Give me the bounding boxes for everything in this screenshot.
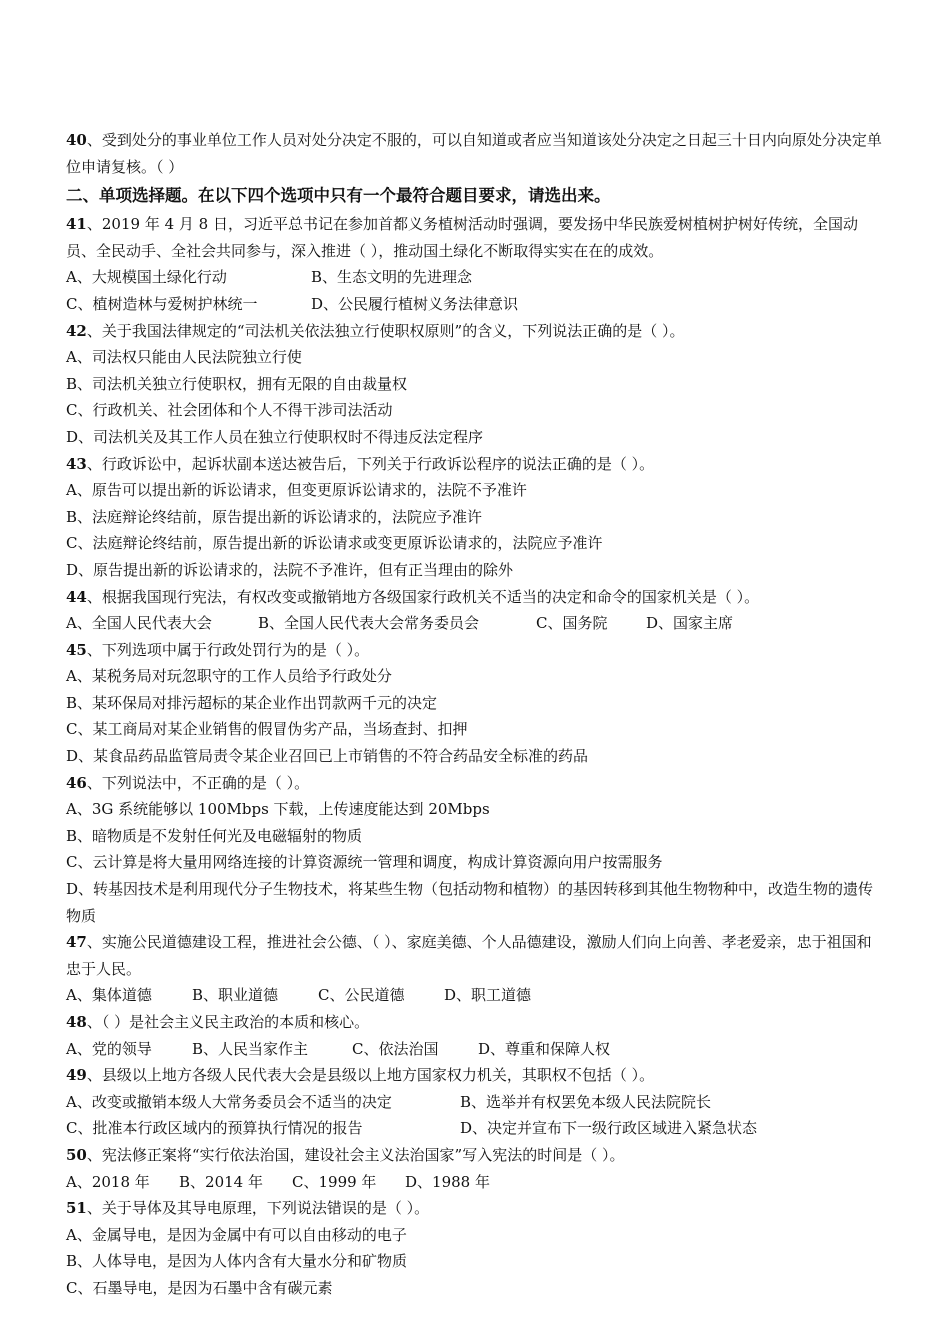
option-b: B、生态文明的先进理念 <box>311 268 473 287</box>
question-text: 、关于我国法律规定的“司法机关依法独立行使职权原则”的含义，下列说法正确的是（ ）。 <box>86 321 685 340</box>
option-b: B、选举并有权罢免本级人民法院院长 <box>460 1092 712 1111</box>
option-d: D、公民履行植树义务法律意识 <box>311 294 519 313</box>
option-d: D、国家主席 <box>646 614 734 633</box>
option-c: C、法庭辩论终结前，原告提出新的诉讼请求或变更原诉讼请求的，法院应予准许 <box>66 534 603 553</box>
question-number: 41 <box>66 215 87 234</box>
question-44 <box>66 584 886 611</box>
question-46 <box>66 770 886 797</box>
question-50 <box>66 1142 886 1169</box>
question-number: 51 <box>66 1199 87 1218</box>
option-d: D、原告提出新的诉讼请求的，法院不予准许，但有正当理由的除外 <box>66 560 514 579</box>
option-c: C、1999 年 <box>292 1172 377 1191</box>
question-49 <box>66 1062 886 1089</box>
question-40 <box>66 127 886 180</box>
question-text: 、县级以上地方各级人民代表大会是县级以上地方国家权力机关，其职权不包括（ ）。 <box>86 1066 655 1085</box>
option-d: D、1988 年 <box>405 1172 490 1191</box>
options-row <box>66 1089 886 1116</box>
question-text: 、根据我国现行宪法，有权改变或撤销地方各级国家行政机关不适当的决定和命令的国家机关是（ ）。 <box>86 587 760 606</box>
question-text: 、实施公民道德建设工程，推进社会公德、（ ）、家庭美德、个人品德建设，激励人们向上向善、孝老爱亲，忠于祖国和忠于人民。 <box>66 933 872 978</box>
question-number: 42 <box>66 321 87 340</box>
question-text: 、（ ）是社会主义民主政治的本质和核心。 <box>86 1013 370 1031</box>
option-b: B、法庭辩论终结前，原告提出新的诉讼请求的，法院应予准许 <box>66 507 483 526</box>
option-b: B、暗物质是不发射任何光及电磁辐射的物质 <box>66 826 363 845</box>
option-a: A、某税务局对玩忽职守的工作人员给予行政处分 <box>66 667 392 686</box>
question-text: 、下列选项中属于行政处罚行为的是（ ）。 <box>86 640 370 659</box>
option-c: C、公民道德 <box>318 986 405 1005</box>
question-48 <box>66 1009 886 1036</box>
section-title: 二、单项选择题。在以下四个选项中只有一个最符合题目要求，请选出来。 <box>66 186 611 206</box>
question-text: 、关于导体及其导电原理，下列说法错误的是（ ）。 <box>86 1199 430 1218</box>
question-text: 、受到处分的事业单位工作人员对处分决定不服的，可以自知道或者应当知道该处分决定之日起三十日内向原处分决定单位申请复核。（ ） <box>66 131 882 176</box>
option-c: C、批准本行政区域内的预算执行情况的报告 <box>66 1119 363 1138</box>
option-b: B、全国人民代表大会常务委员会 <box>258 614 480 633</box>
question-text: 、行政诉讼中，起诉状副本送达被告后，下列关于行政诉讼程序的说法正确的是（ ）。 <box>86 454 655 473</box>
option-d: D、职工道德 <box>444 986 532 1005</box>
question-number: 48 <box>66 1013 87 1031</box>
option-c: C、云计算是将大量用网络连接的计算资源统一管理和调度，构成计算资源向用户按需服务 <box>66 853 663 872</box>
option-a: A、金属导电，是因为金属中有可以自由移动的电子 <box>66 1225 407 1244</box>
option-d: D、某食品药品监管局责令某企业召回已上市销售的不符合药品安全标准的药品 <box>66 747 589 766</box>
option-b: B、某环保局对排污超标的某企业作出罚款两千元的决定 <box>66 693 438 712</box>
option-d: D、尊重和保障人权 <box>478 1039 611 1058</box>
option-c: C、国务院 <box>536 614 608 633</box>
option-b: B、司法机关独立行使职权，拥有无限的自由裁量权 <box>66 374 408 393</box>
option-a: A、全国人民代表大会 <box>66 614 212 633</box>
option-d: D、转基因技术是利用现代分子生物技术，将某些生物（包括动物和植物）的基因转移到其他生物物种中，改造生物的遗传物质 <box>66 880 874 925</box>
question-43 <box>66 451 886 478</box>
question-number: 50 <box>66 1145 87 1164</box>
option-c: C、植树造林与爱树护林统一 <box>66 294 258 313</box>
question-number: 40 <box>66 131 87 149</box>
options-row <box>66 264 886 291</box>
question-45 <box>66 637 886 664</box>
option-a: A、3G 系统能够以 100Mbps 下载，上传速度能达到 20Mbps <box>66 800 490 819</box>
option-a: A、2018 年 <box>66 1172 150 1191</box>
options-row <box>66 1169 886 1196</box>
question-51 <box>66 1195 886 1222</box>
exam-page <box>66 127 886 1302</box>
option-a: A、改变或撤销本级人大常务委员会不适当的决定 <box>66 1092 392 1111</box>
option-a: A、集体道德 <box>66 986 152 1005</box>
question-number: 49 <box>66 1066 87 1085</box>
question-42 <box>66 318 886 345</box>
options-row <box>66 1036 886 1063</box>
option-a: A、大规模国土绿化行动 <box>66 268 227 287</box>
question-41 <box>66 211 886 264</box>
option-d: D、决定并宣布下一级行政区域进入紧急状态 <box>460 1119 758 1138</box>
option-d: D、司法机关及其工作人员在独立行使职权时不得违反法定程序 <box>66 427 484 446</box>
option-c: C、石墨导电，是因为石墨中含有碳元素 <box>66 1278 333 1297</box>
option-b: B、人民当家作主 <box>192 1039 309 1058</box>
option-c: C、行政机关、社会团体和个人不得干涉司法活动 <box>66 401 393 420</box>
question-number: 46 <box>66 773 87 792</box>
options-row <box>66 1115 886 1142</box>
question-text: 、宪法修正案将“实行依法治国，建设社会主义法治国家”写入宪法的时间是（ ）。 <box>86 1145 625 1164</box>
question-text: 、2019 年 4 月 8 日，习近平总书记在参加首都义务植树活动时强调，要发扬中华民族爱树植树护树好传统，全国动员、全民动手、全社会共同参与，深入推进（ ），推动国土绿化不断取得实实在在的成效。 <box>66 215 858 260</box>
option-a: A、党的领导 <box>66 1039 152 1058</box>
option-a: A、原告可以提出新的诉讼请求，但变更原诉讼请求的，法院不予准许 <box>66 481 527 500</box>
option-c: C、依法治国 <box>352 1039 439 1058</box>
question-number: 45 <box>66 640 87 659</box>
question-text: 、下列说法中，不正确的是（ ）。 <box>86 773 310 792</box>
option-b: B、人体导电，是因为人体内含有大量水分和矿物质 <box>66 1252 408 1271</box>
question-number: 44 <box>66 587 87 606</box>
options-row <box>66 610 886 637</box>
option-a: A、司法权只能由人民法院独立行使 <box>66 348 302 367</box>
question-number: 43 <box>66 454 87 473</box>
options-row <box>66 291 886 318</box>
question-47 <box>66 929 886 982</box>
option-b: B、2014 年 <box>179 1172 263 1191</box>
question-number: 47 <box>66 933 87 952</box>
option-c: C、某工商局对某企业销售的假冒伪劣产品，当场查封、扣押 <box>66 720 468 739</box>
options-row <box>66 982 886 1009</box>
option-b: B、职业道德 <box>192 986 279 1005</box>
